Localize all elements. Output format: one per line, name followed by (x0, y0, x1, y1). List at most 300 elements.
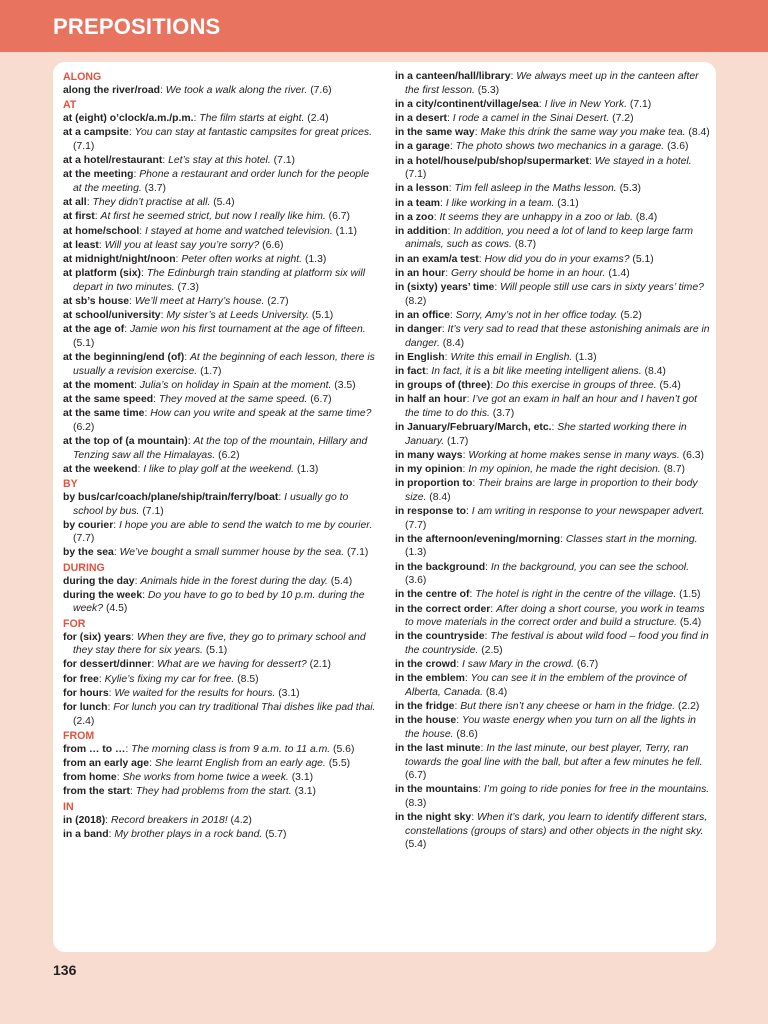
entry-example: We stayed in a hotel. (594, 155, 692, 167)
entry-unit-ref: (8.4) (688, 127, 710, 139)
entry-term: in the house (395, 715, 457, 727)
entry-unit-ref: (3.1) (278, 687, 300, 699)
entry-term: at the weekend (63, 463, 138, 475)
entry-term: in (2018) (63, 814, 106, 826)
entry: for hours: We waited for the results for hours. (3.1) (63, 687, 300, 699)
entry-term: in English (395, 351, 445, 363)
entry-term: at the top of (a mountain) (63, 435, 188, 447)
page-header (0, 0, 768, 52)
entry-unit-ref: (7.1) (405, 169, 427, 181)
entry-example: Will you at least say you’re sorry? (104, 239, 260, 251)
entry-example: Their brains are large in proportion to their body size. (405, 478, 698, 503)
entry-unit-ref: (1.3) (405, 547, 427, 559)
entry-example: In the background, you can see the school. (490, 561, 689, 573)
entry-example: In fact, it is a bit like meeting intelligent aliens. (431, 365, 642, 377)
entry-example: At the top of the mountain, Hillary and Tenzing saw all the Himalayas. (73, 435, 368, 461)
entry-term: in a lesson (395, 183, 449, 195)
entry-example: I hope you are able to send the watch to me by courier. (119, 519, 373, 531)
entry-example: How did you do in your exams? (484, 253, 630, 265)
entry-term: in the same way (395, 127, 475, 139)
entry-unit-ref: (2.2) (678, 701, 700, 713)
entry: for dessert/dinner: What are we having for dessert? (2.1) (63, 659, 331, 671)
entry-unit-ref: (2.4) (73, 715, 95, 727)
entry: during the day: Animals hide in the forest during the day. (5.4) (63, 575, 353, 587)
entry-term: for lunch (63, 701, 108, 713)
entry-term: in a zoo (395, 211, 434, 223)
entry-example: Peter often works at night. (181, 253, 303, 265)
entry-term: at sb’s house (63, 295, 130, 307)
entry: in a lesson: Tim fell asleep in the Maths lesson. (5.3) (395, 183, 641, 195)
entry-unit-ref: (1.7) (200, 365, 222, 377)
entry: in a hotel/house/pub/shop/supermarket: We stayed in a hotel. (7.1) (395, 155, 692, 181)
entry-unit-ref: (6.7) (405, 770, 427, 782)
entry: for lunch: For lunch you can try traditional Thai dishes like pad thai. (2.4) (63, 701, 376, 727)
entry-example: In addition, you need a lot of land to keep large farm animals, such as cows. (405, 225, 694, 251)
entry-term: by bus/car/coach/plane/ship/train/ferry/boat (63, 491, 279, 503)
entry-unit-ref: (8.7) (663, 464, 685, 476)
entry-example: We waited for the results for hours. (114, 687, 276, 699)
entry-unit-ref: (5.2) (620, 309, 642, 321)
entry-term: in danger (395, 324, 442, 335)
right-column (395, 70, 711, 853)
entry-example: Write this email in English. (450, 351, 573, 363)
entry-example: You can stay at fantastic campsites for great prices. (134, 127, 372, 139)
entry-example: We always meet up in the canteen after the first lesson. (405, 71, 699, 96)
entry: in the last minute: In the last minute, our best player, Terry, ran towards the goal line with the ball, but after a few minutes he fell. (6.7) (395, 743, 703, 782)
entry-term: in an office (395, 309, 450, 321)
entry-unit-ref: (6.3) (682, 449, 704, 461)
entry-unit-ref: (3.6) (405, 575, 427, 587)
entry-term: for (six) years (63, 631, 132, 643)
entry: at all: They didn’t practise at all. (5.4) (63, 197, 235, 209)
entry-example: For lunch you can try traditional Thai dishes like pad thai. (113, 701, 376, 713)
entry-term: at the age of (63, 324, 125, 336)
entry-term: from an early age (63, 757, 150, 769)
entry: for free: Kylie’s fixing my car for free. (8.5) (63, 673, 259, 685)
entry-term: in a city/continent/village/sea (395, 98, 539, 110)
entry-term: by courier (63, 519, 114, 531)
entry-unit-ref: (8.7) (514, 239, 537, 251)
section-heading: ALONG (63, 71, 102, 83)
entry: in the house: You waste energy when you turn on all the lights in the house. (8.6) (395, 715, 696, 740)
entry-unit-ref: (3.5) (334, 379, 356, 391)
entry-example: The festival is about wild food – food you find in the countryside. (405, 631, 709, 656)
entry-example: My sister’s at Leeds University. (166, 310, 310, 322)
entry: in (sixty) years’ time: Will people still use cars in sixty years’ time? (8.2) (395, 282, 704, 307)
entry-example: After doing a short course, you work in teams to move materials in the correct order and build a structure. (405, 603, 705, 629)
entry: in the mountains: I’m going to ride ponies for free in the mountains. (8.3) (395, 784, 710, 810)
entry-term: at home/school (63, 225, 140, 237)
entry-example: Working at home makes sense in many ways. (468, 449, 680, 461)
entry-term: at (eight) o’clock/a.m./p.m. (63, 113, 194, 125)
entry-unit-ref: (2.4) (307, 113, 329, 125)
entry: by bus/car/coach/plane/ship/train/ferry/boat: I usually go to school by bus. (7.1) (63, 491, 349, 517)
section-heading: FROM (63, 729, 95, 742)
page-number: 136 (53, 962, 77, 978)
entry-example: In the last minute, our best player, Terry, ran towards the goal line with the ball, but after a few minutes he fell. (405, 743, 703, 768)
entry: from an early age: She learnt English from an early age. (5.5) (63, 757, 351, 769)
entry-unit-ref: (7.1) (73, 140, 95, 152)
entry: for (six) years: When they are five, they go to primary school and they stay there for six years. (5.1) (63, 631, 366, 657)
entry-example: In my opinion, he made the right decision. (468, 464, 661, 476)
entry-term: in response to (395, 506, 467, 518)
entry: by courier: I hope you are able to send the watch to me by courier. (7.7) (63, 519, 373, 545)
entry-unit-ref: (5.1) (632, 253, 654, 265)
entry-example: Sorry, Amy’s not in her office today. (455, 309, 618, 321)
entry-term: in my opinion (395, 464, 463, 476)
entry-term: in the afternoon/evening/morning (395, 533, 561, 545)
section-heading: IN (63, 800, 74, 813)
entry-unit-ref: (8.5) (237, 673, 259, 685)
entry-term: in the background (395, 561, 486, 573)
entry: in an office: Sorry, Amy’s not in her office today. (5.2) (395, 309, 642, 321)
entry-term: in a hotel/house/pub/shop/supermarket (395, 155, 589, 167)
entry-unit-ref: (7.1) (142, 505, 164, 517)
entry-example: We took a walk along the river. (165, 85, 308, 96)
entry-example: Animals hide in the forest during the day. (140, 575, 328, 587)
entry: at the top of (a mountain): At the top of the mountain, Hillary and Tenzing saw all the Himalayas. (6.2) (63, 435, 368, 461)
entry-term: for hours (63, 687, 109, 699)
entry-example: She works from home twice a week. (122, 772, 289, 784)
entry: at least: Will you at least say you’re sorry? (6.6) (63, 239, 284, 251)
entry-example: We’ll meet at Harry’s house. (134, 295, 265, 307)
entry-term: in an exam/a test (395, 253, 479, 265)
entry-example: How can you write and speak at the same time? (150, 408, 372, 420)
entry: in a city/continent/village/sea: I live in New York. (7.1) (395, 98, 652, 110)
entry-example: When it’s dark, you learn to identify different stars, constellations (groups of stars) and other objects in the night sky. (405, 812, 708, 837)
entry-example: I stayed at home and watched television. (145, 225, 333, 237)
entry-unit-ref: (3.7) (492, 407, 515, 419)
entry: at home/school: I stayed at home and watched television. (1.1) (63, 225, 357, 237)
entry-example: I usually go to school by bus. (73, 491, 349, 517)
entry-term: in a garage (395, 141, 450, 153)
entry-term: in the last minute (395, 743, 481, 755)
section-heading: BY (63, 477, 78, 490)
entry: in a team: I like working in a team. (3.1) (395, 197, 579, 209)
entry: in the centre of: The hotel is right in the centre of the village. (1.5) (395, 589, 701, 601)
entry: in the afternoon/evening/morning: Classes start in the morning. (1.3) (395, 533, 698, 559)
entry-term: in a team (395, 197, 441, 209)
entry-unit-ref: (8.4) (442, 337, 465, 349)
entry-example: Kylie’s fixing my car for free. (104, 673, 235, 685)
entry: at a campsite: You can stay at fantastic campsites for great prices. (7.1) (63, 127, 372, 152)
entry: at the same time: How can you write and speak at the same time? (6.2) (63, 408, 372, 433)
entry: in groups of (three): Do this exercise in groups of three. (5.4) (395, 380, 681, 392)
entry-unit-ref: (7.3) (177, 281, 199, 293)
entry-example: You can see it in the emblem of the province of Alberta, Canada. (405, 673, 687, 698)
entry-example: Do you have to go to bed by 10 p.m. during the week? (73, 589, 365, 615)
entry-example: Record breakers in 2018! (110, 814, 228, 826)
entry-example: I am writing in response to your newspaper advert. (471, 506, 705, 518)
entry-unit-ref: (7.7) (73, 533, 95, 545)
entry-example: Let’s stay at this hotel. (168, 155, 271, 167)
entry-unit-ref: (7.7) (405, 519, 427, 531)
entry-term: along the river/road (63, 85, 161, 96)
entry-term: in the night sky (395, 812, 472, 824)
entry-example: I rode a camel in the Sinai Desert. (452, 112, 610, 124)
entry-example: I’ve got an exam in half an hour and I haven’t got the time to do this. (405, 394, 698, 419)
entry-term: at least (63, 239, 99, 251)
entry-unit-ref: (8.4) (644, 365, 666, 377)
entry-unit-ref: (7.1) (346, 547, 369, 559)
entry-example: Classes start in the morning. (565, 533, 698, 545)
entry: at the age of: Jamie won his first tournament at the age of fifteen. (5.1) (63, 324, 366, 349)
entry-example: When they are five, they go to primary school and they stay there for six years. (73, 631, 366, 657)
entry-unit-ref: (5.4) (405, 839, 427, 851)
entry-unit-ref: (6.7) (576, 659, 599, 671)
entry: at platform (six): The Edinburgh train standing at platform six will depart in two minutes. (7.3) (63, 268, 366, 293)
entry-unit-ref: (6.2) (218, 449, 240, 461)
entry-example: The photo shows two mechanics in a garage. (455, 141, 665, 153)
entry-example: She started working there in January. (405, 422, 687, 447)
entry: at the same speed: They moved at the same speed. (6.7) (63, 393, 332, 405)
entry-example: The Edinburgh train standing at platform six will depart in two minutes. (73, 268, 366, 293)
entry-term: at the same time (63, 408, 145, 420)
entry-unit-ref: (3.1) (294, 786, 316, 798)
entry-example: I live in New York. (544, 98, 627, 110)
entry-example: She learnt English from an early age. (154, 757, 326, 769)
entry: in an hour: Gerry should be home in an hour. (1.4) (395, 267, 630, 279)
entry-term: during the week (63, 589, 143, 601)
entry-example: We’ve bought a small summer house by the sea. (119, 547, 345, 559)
entry: during the week: Do you have to go to bed by 10 p.m. during the week? (4.5) (63, 589, 365, 615)
entry-unit-ref: (6.6) (262, 239, 284, 251)
entry: at midnight/night/noon: Peter often works at night. (1.3) (63, 253, 327, 265)
entry-unit-ref: (1.3) (575, 351, 597, 363)
entry-unit-ref: (5.5) (328, 757, 351, 769)
entry-term: in the crowd (395, 659, 457, 671)
section-heading: DURING (63, 561, 105, 574)
entry-term: at midnight/night/noon (63, 253, 176, 265)
entry-unit-ref: (5.6) (333, 743, 355, 755)
entry-unit-ref: (3.1) (557, 197, 579, 209)
entry-term: in January/February/March, etc. (395, 422, 552, 434)
entry-example: Make this drink the same way you make tea. (480, 127, 686, 139)
entry-unit-ref: (8.4) (429, 491, 451, 503)
entry-term: at first (63, 211, 95, 223)
entry-term: in the correct order (395, 603, 491, 615)
section-heading: AT (63, 99, 77, 112)
entry-term: for free (63, 673, 99, 685)
entry: at the weekend: I like to play golf at the weekend. (1.3) (63, 463, 319, 475)
entry: in half an hour: I’ve got an exam in half an hour and I haven’t got the time to do this. (3.7) (395, 394, 698, 419)
entry-example: Gerry should be home in an hour. (451, 267, 606, 279)
entry-term: in the fridge (395, 701, 455, 713)
entry: in a band: My brother plays in a rock band. (5.7) (63, 828, 287, 840)
entry: in the countryside: The festival is about wild food – food you find in the countryside. (2.5) (395, 631, 709, 656)
entry-unit-ref: (8.4) (635, 211, 658, 223)
entry-example: You waste energy when you turn on all the lights in the house. (405, 715, 696, 740)
entry: in the same way: Make this drink the same way you make tea. (8.4) (395, 127, 710, 139)
entry-term: for dessert/dinner (63, 659, 152, 671)
entry: in proportion to: Their brains are large in proportion to their body size. (8.4) (395, 478, 698, 503)
entry-example: But there isn’t any cheese or ham in the fridge. (460, 701, 676, 713)
entry: in the background: In the background, you can see the school. (3.6) (395, 561, 689, 587)
entry-example: I like working in a team. (445, 197, 555, 209)
entry: at the moment: Julia’s on holiday in Spain at the moment. (3.5) (63, 379, 356, 391)
entry-term: at school/university (63, 310, 161, 322)
entry-term: in the mountains (395, 784, 479, 796)
entry-term: in a canteen/hall/library (395, 71, 511, 82)
entry-term: from home (63, 772, 117, 784)
entry: in fact: In fact, it is a bit like meeting intelligent aliens. (8.4) (395, 365, 666, 377)
entry-unit-ref: (6.7) (328, 211, 351, 223)
entry-example: The film starts at eight. (199, 113, 305, 125)
entry-term: in the countryside (395, 631, 485, 643)
entry-unit-ref: (4.2) (230, 814, 252, 826)
entry-unit-ref: (8.4) (485, 686, 508, 698)
entry-term: in the emblem (395, 673, 465, 685)
entry-term: at the beginning/end (of) (63, 352, 185, 363)
entry-example: Phone a restaurant and order lunch for the people at the meeting. (73, 169, 370, 194)
entry-term: at the meeting (63, 169, 134, 181)
entry: from home: She works from home twice a week. (3.1) (63, 772, 314, 784)
entry-unit-ref: (6.7) (310, 393, 332, 405)
entry-unit-ref: (8.3) (405, 798, 427, 810)
entry-unit-ref: (5.1) (311, 310, 334, 322)
entry-unit-ref: (2.1) (309, 659, 331, 671)
entry-unit-ref: (8.6) (456, 728, 478, 740)
entry: by the sea: We’ve bought a small summer house by the sea. (7.1) (63, 547, 369, 559)
entry: in many ways: Working at home makes sense in many ways. (6.3) (395, 449, 704, 461)
entry-unit-ref: (7.1) (629, 98, 652, 110)
entry-unit-ref: (7.6) (310, 85, 332, 96)
entry-unit-ref: (1.4) (608, 267, 630, 279)
entry-example: I saw Mary in the crowd. (461, 659, 575, 671)
entry-term: in addition (395, 225, 448, 237)
entry-unit-ref: (1.3) (296, 463, 319, 475)
entry-example: The hotel is right in the centre of the village. (475, 589, 677, 601)
entry: in my opinion: In my opinion, he made the right decision. (8.7) (395, 464, 685, 476)
entry: in (2018): Record breakers in 2018! (4.2) (63, 814, 252, 826)
entry: in the fridge: But there isn’t any cheese or ham in the fridge. (2.2) (395, 701, 700, 713)
entry-unit-ref: (5.4) (659, 380, 681, 392)
entry-example: They had problems from the start. (135, 786, 292, 798)
entry-unit-ref: (1.3) (304, 253, 327, 265)
entry-example: I’m going to ride ponies for free in the mountains. (483, 784, 710, 796)
entry: in the crowd: I saw Mary in the crowd. (6.7) (395, 659, 599, 671)
entry-term: by the sea (63, 547, 114, 559)
entry-unit-ref: (5.3) (477, 84, 500, 96)
entry: in the night sky: When it’s dark, you learn to identify different stars, constellations (groups of stars) and other objects in the night sky. (5.4) (395, 812, 708, 851)
entry-term: at all (63, 197, 87, 209)
entry-unit-ref: (1.7) (446, 435, 469, 447)
entry: at (eight) o’clock/a.m./p.m.: The film starts at eight. (2.4) (63, 113, 329, 125)
entry-unit-ref: (1.5) (679, 589, 701, 601)
entry-unit-ref: (2.5) (481, 644, 503, 656)
entry-example: What are we having for dessert? (157, 659, 307, 671)
entry-term: at the same speed (63, 393, 154, 405)
entry-example: It’s very sad to read that these astonishing animals are in danger. (405, 324, 710, 349)
entry-unit-ref: (1.1) (335, 225, 357, 237)
entry: in an exam/a test: How did you do in your exams? (5.1) (395, 253, 654, 265)
entry-example: Do this exercise in groups of three. (496, 380, 657, 392)
entry: in addition: In addition, you need a lot of land to keep large farm animals, such as cows. (8.7) (395, 225, 694, 251)
entry-example: Will people still use cars in sixty years’ time? (500, 282, 704, 294)
entry-term: in (sixty) years’ time (395, 282, 495, 294)
entry-example: They moved at the same speed. (158, 393, 308, 405)
entry: in January/February/March, etc.: She started working there in January. (1.7) (395, 422, 687, 447)
entry: at a hotel/restaurant: Let’s stay at this hotel. (7.1) (63, 155, 295, 167)
entry-example: Jamie won his first tournament at the age of fifteen. (129, 324, 366, 336)
content-panel (53, 62, 716, 952)
entry-unit-ref: (3.1) (291, 772, 314, 784)
entry-term: in groups of (three) (395, 380, 491, 392)
entry: at school/university: My sister’s at Leeds University. (5.1) (63, 310, 334, 322)
entry-term: at platform (six) (63, 268, 141, 280)
entry: along the river/road: We took a walk along the river. (7.6) (63, 85, 332, 96)
entry-term: in a band (63, 828, 109, 840)
entry-term: in the centre of (395, 589, 470, 601)
entry-example: Tim fell asleep in the Maths lesson. (454, 183, 617, 195)
entry-example: The morning class is from 9 a.m. to 11 a.m. (131, 743, 331, 755)
entry-term: in a desert (395, 112, 447, 124)
entry: in English: Write this email in English. (1.3) (395, 351, 597, 363)
entry-unit-ref: (8.2) (405, 295, 427, 307)
entry-unit-ref: (4.5) (105, 603, 128, 615)
entry-term: from … to … (63, 743, 126, 755)
entry-example: Julia’s on holiday in Spain at the moment. (139, 379, 332, 391)
entry-term: in an hour (395, 267, 446, 279)
entry-unit-ref: (3.6) (667, 141, 689, 153)
entry-unit-ref: (5.4) (679, 617, 702, 629)
entry-term: in fact (395, 365, 426, 377)
entry-unit-ref: (7.2) (612, 112, 634, 124)
entry-term: during the day (63, 575, 135, 587)
entry: in a desert: I rode a camel in the Sinai Desert. (7.2) (395, 112, 634, 124)
entry-unit-ref: (5.7) (265, 828, 287, 840)
entry-unit-ref: (2.7) (267, 295, 289, 307)
entry-unit-ref: (7.1) (273, 155, 295, 167)
entry-term: at a hotel/restaurant (63, 155, 163, 167)
entry: at the beginning/end (of): At the beginning of each lesson, there is usually a revision exercise. (1.7) (63, 352, 375, 377)
entry: from the start: They had problems from the start. (3.1) (63, 786, 316, 798)
left-column (63, 70, 379, 842)
entry-term: in many ways (395, 449, 463, 461)
entry-unit-ref: (3.7) (144, 182, 167, 194)
entry: from … to …: The morning class is from 9 a.m. to 11 a.m. (5.6) (63, 743, 355, 755)
section-heading: FOR (63, 617, 86, 630)
entry-term: in half an hour (395, 394, 467, 406)
entry-example: My brother plays in a rock band. (114, 828, 263, 840)
entry-term: at the moment (63, 379, 135, 391)
entry: at first: At first he seemed strict, but now I really like him. (6.7) (63, 211, 351, 223)
entry: in the emblem: You can see it in the emblem of the province of Alberta, Canada. (8.4) (395, 673, 687, 698)
entry: in the correct order: After doing a short course, you work in teams to move materials in the correct order and build a structure. (5.4) (395, 603, 705, 629)
entry-term: from the start (63, 786, 130, 798)
entry-example: At the beginning of each lesson, there is usually a revision exercise. (73, 352, 375, 377)
entry: in response to: I am writing in response to your newspaper advert. (7.7) (395, 506, 705, 531)
entry-example: At first he seemed strict, but now I really like him. (100, 211, 326, 223)
entry-example: They didn’t practise at all. (92, 197, 211, 209)
entry-unit-ref: (6.2) (73, 421, 95, 433)
entry: at sb’s house: We’ll meet at Harry’s house. (2.7) (63, 295, 289, 307)
entry-term: in proportion to (395, 478, 473, 490)
page-title: PREPOSITIONS (53, 14, 221, 39)
entry-example: It seems they are unhappy in a zoo or lab. (439, 211, 633, 223)
entry-unit-ref: (5.4) (213, 197, 235, 209)
entry: in a garage: The photo shows two mechanics in a garage. (3.6) (395, 141, 689, 153)
entry-term: at a campsite (63, 127, 129, 139)
entry: in a canteen/hall/library: We always meet up in the canteen after the first lesson. (5.3) (395, 71, 699, 96)
entry-unit-ref: (5.1) (205, 645, 228, 657)
entry-unit-ref: (5.1) (73, 337, 95, 349)
entry-unit-ref: (5.3) (619, 183, 641, 195)
entry-unit-ref: (5.4) (330, 575, 353, 587)
entry: at the meeting: Phone a restaurant and order lunch for the people at the meeting. (3.7) (63, 169, 370, 194)
entry: in a zoo: It seems they are unhappy in a zoo or lab. (8.4) (395, 211, 658, 223)
entry-example: I like to play golf at the weekend. (143, 463, 295, 475)
